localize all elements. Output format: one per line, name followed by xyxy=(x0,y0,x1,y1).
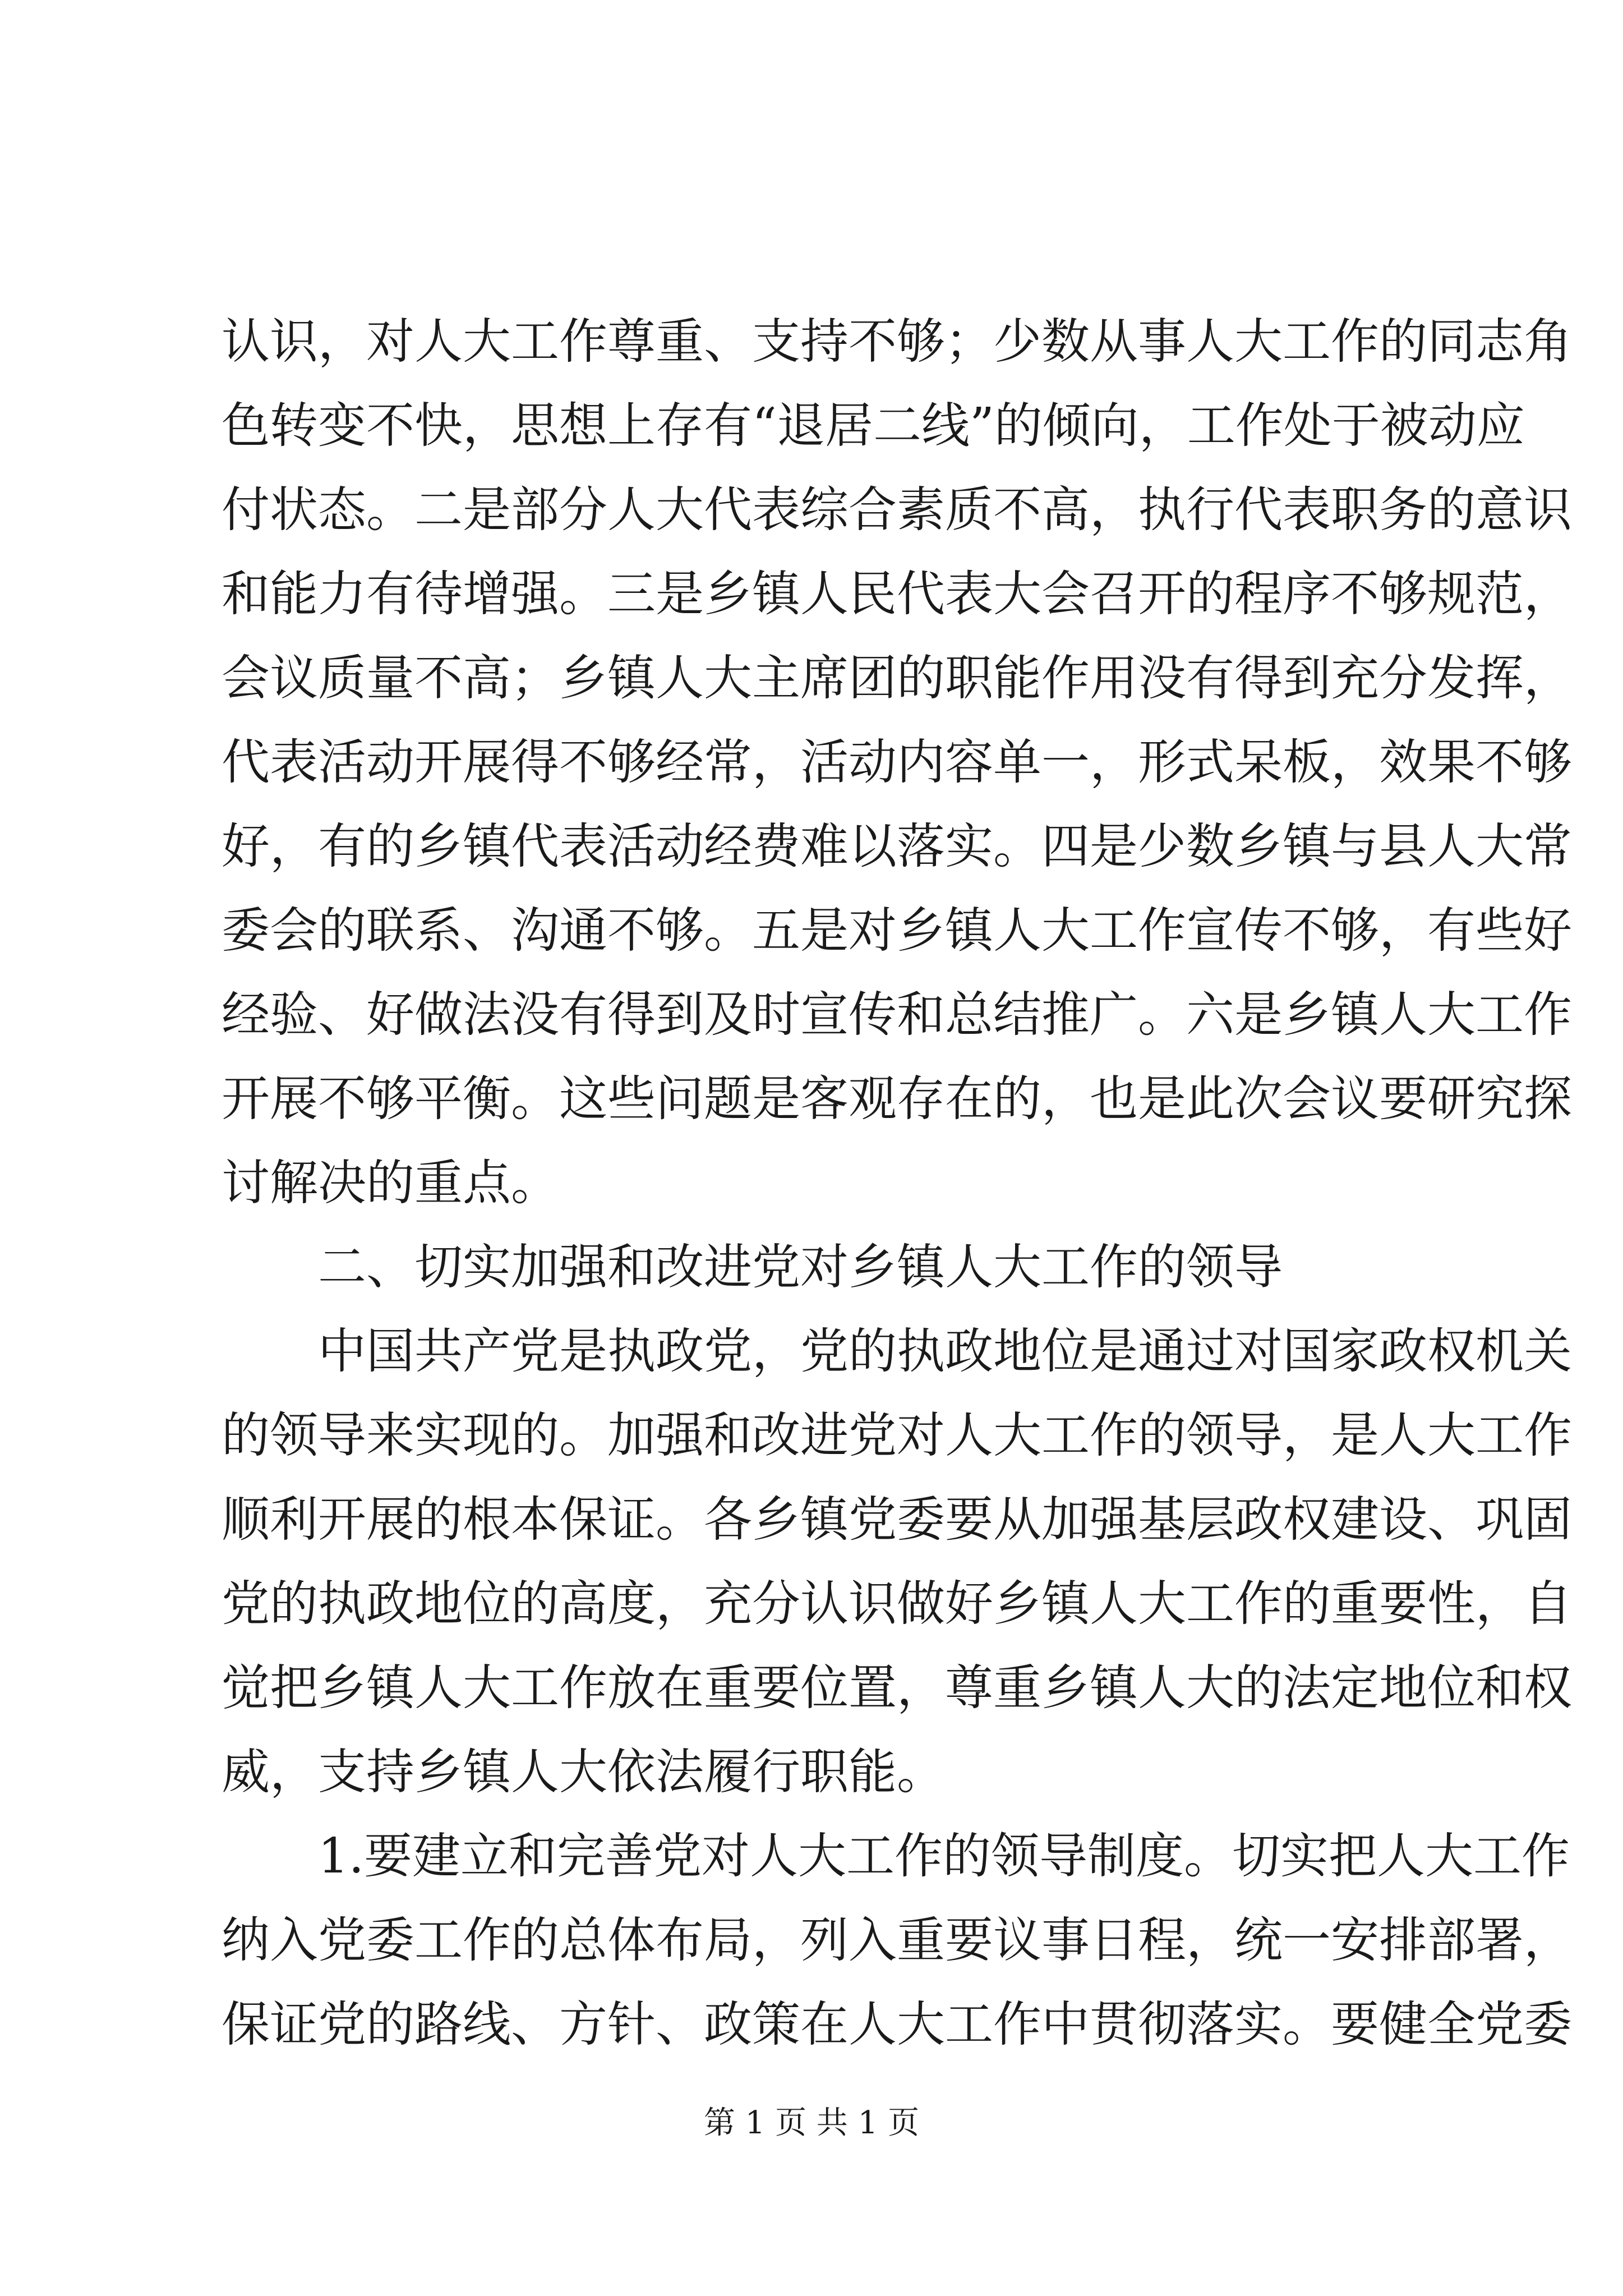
body-text-line: 和能力有待增强。三是乡镇人民代表大会召开的程序不够规范， xyxy=(222,566,1572,622)
document-body xyxy=(222,300,1572,2067)
section-heading: 二、切实加强和改进党对乡镇人大工作的领导 xyxy=(318,1239,1283,1295)
body-text-line: 中国共产党是执政党，党的执政地位是通过对国家政权机关 xyxy=(318,1323,1572,1379)
body-text-line: 经验、好做法没有得到及时宣传和总结推广。六是乡镇人大工作 xyxy=(222,987,1572,1043)
body-text-line: 保证党的路线、方针、政策在人大工作中贯彻落实。要健全党委 xyxy=(222,1996,1572,2053)
body-text-line: 好，有的乡镇代表活动经费难以落实。四是少数乡镇与县人大常 xyxy=(222,818,1572,875)
body-text-line: 威，支持乡镇人大依法履行职能。 xyxy=(222,1744,945,1800)
body-text-line: 顺利开展的根本保证。各乡镇党委要从加强基层政权建设、巩固 xyxy=(222,1492,1572,1548)
body-text-line: 党的执政地位的高度，充分认识做好乡镇人大工作的重要性，自 xyxy=(222,1576,1572,1632)
body-text-line: 委会的联系、沟通不够。五是对乡镇人大工作宣传不够，有些好 xyxy=(222,903,1572,959)
body-text-line: 认识，对人大工作尊重、支持不够；少数从事人大工作的同志角 xyxy=(222,314,1572,370)
body-text-line: 讨解决的重点。 xyxy=(222,1155,559,1211)
body-text-line: 会议质量不高；乡镇人大主席团的职能作用没有得到充分发挥， xyxy=(222,650,1572,706)
body-text-line: 觉把乡镇人大工作放在重要位置，尊重乡镇人大的法定地位和权 xyxy=(222,1660,1572,1716)
body-text-line: 色转变不快，思想上存有“退居二线”的倾向，工作处于被动应 xyxy=(222,398,1525,454)
page-footer: 第 1 页 共 1 页 xyxy=(703,2105,920,2141)
body-text-line: 代表活动开展得不够经常，活动内容单一，形式呆板，效果不够 xyxy=(222,734,1572,790)
body-text-line: 的领导来实现的。加强和改进党对人大工作的领导，是人大工作 xyxy=(222,1407,1572,1464)
numbered-item-line: 1.要建立和完善党对人大工作的领导制度。切实把人大工作 xyxy=(318,1828,1570,1884)
body-text-line: 付状态。二是部分人大代表综合素质不高，执行代表职务的意识 xyxy=(222,482,1572,538)
body-text-line: 纳入党委工作的总体布局，列入重要议事日程，统一安排部署， xyxy=(222,1912,1572,1968)
body-text-line: 开展不够平衡。这些问题是客观存在的，也是此次会议要研究探 xyxy=(222,1071,1572,1127)
